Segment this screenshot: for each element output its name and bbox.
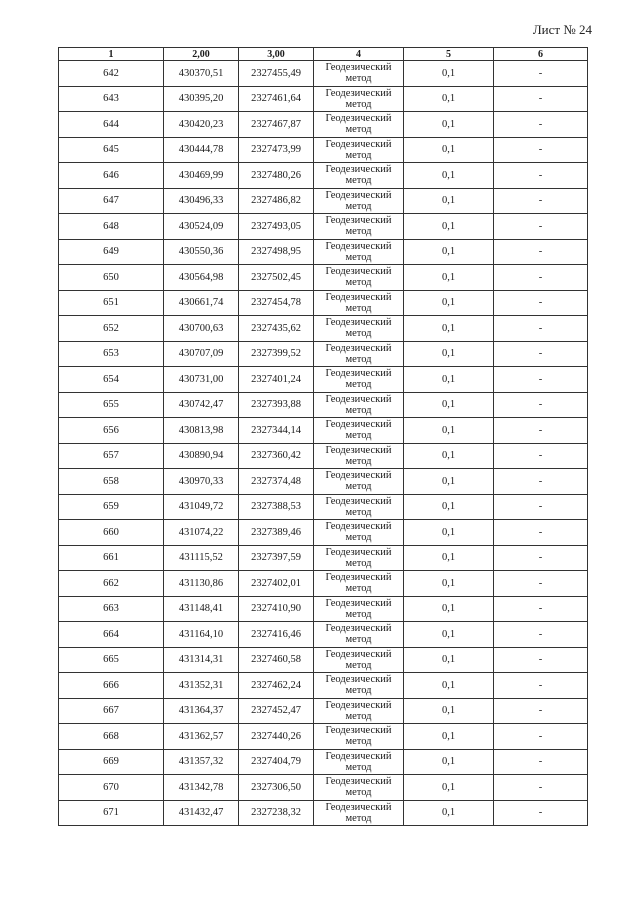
point-number-cell: 648 xyxy=(59,214,164,240)
coordinate-y-cell: 2327454,78 xyxy=(239,290,314,316)
coordinate-y-cell: 2327493,05 xyxy=(239,214,314,240)
sheet-number: Лист № 24 xyxy=(532,22,592,37)
table-row xyxy=(59,724,588,750)
column-header-2: 2,00 xyxy=(164,48,239,61)
accuracy-cell: 0,1 xyxy=(404,520,494,546)
accuracy-cell: 0,1 xyxy=(404,316,494,342)
point-number-cell: 667 xyxy=(59,698,164,724)
note-cell: - xyxy=(494,367,588,393)
column-header-1: 1 xyxy=(59,48,164,61)
table-row xyxy=(59,596,588,622)
coordinate-y-cell: 2327389,46 xyxy=(239,520,314,546)
accuracy-cell: 0,1 xyxy=(404,112,494,138)
coordinate-x-cell: 430707,09 xyxy=(164,341,239,367)
method-cell: Геодезический метод xyxy=(314,698,404,724)
table-row xyxy=(59,316,588,342)
point-number-cell: 651 xyxy=(59,290,164,316)
accuracy-cell: 0,1 xyxy=(404,163,494,189)
header-row xyxy=(59,48,588,61)
method-cell: Геодезический метод xyxy=(314,341,404,367)
coordinate-x-cell: 430524,09 xyxy=(164,214,239,240)
coordinate-x-cell: 430469,99 xyxy=(164,163,239,189)
coordinate-x-cell: 430444,78 xyxy=(164,137,239,163)
method-cell: Геодезический метод xyxy=(314,622,404,648)
point-number-cell: 654 xyxy=(59,367,164,393)
column-header-6: 6 xyxy=(494,48,588,61)
accuracy-cell: 0,1 xyxy=(404,775,494,801)
point-number-cell: 668 xyxy=(59,724,164,750)
coordinate-x-cell: 430970,33 xyxy=(164,469,239,495)
coordinate-y-cell: 2327461,64 xyxy=(239,86,314,112)
table-row xyxy=(59,647,588,673)
method-cell: Геодезический метод xyxy=(314,418,404,444)
coordinate-x-cell: 430395,20 xyxy=(164,86,239,112)
accuracy-cell: 0,1 xyxy=(404,418,494,444)
note-cell: - xyxy=(494,596,588,622)
point-number-cell: 657 xyxy=(59,443,164,469)
method-cell: Геодезический метод xyxy=(314,775,404,801)
point-number-cell: 664 xyxy=(59,622,164,648)
note-cell: - xyxy=(494,673,588,699)
accuracy-cell: 0,1 xyxy=(404,290,494,316)
point-number-cell: 659 xyxy=(59,494,164,520)
accuracy-cell: 0,1 xyxy=(404,137,494,163)
method-cell: Геодезический метод xyxy=(314,749,404,775)
coordinate-x-cell: 430731,00 xyxy=(164,367,239,393)
accuracy-cell: 0,1 xyxy=(404,214,494,240)
accuracy-cell: 0,1 xyxy=(404,698,494,724)
point-number-cell: 656 xyxy=(59,418,164,444)
method-cell: Геодезический метод xyxy=(314,494,404,520)
accuracy-cell: 0,1 xyxy=(404,596,494,622)
table-body xyxy=(59,61,588,826)
coordinate-x-cell: 431362,57 xyxy=(164,724,239,750)
coordinate-y-cell: 2327467,87 xyxy=(239,112,314,138)
accuracy-cell: 0,1 xyxy=(404,494,494,520)
point-number-cell: 666 xyxy=(59,673,164,699)
accuracy-cell: 0,1 xyxy=(404,545,494,571)
table-row xyxy=(59,698,588,724)
coordinate-x-cell: 431357,32 xyxy=(164,749,239,775)
note-cell: - xyxy=(494,494,588,520)
column-header-4: 4 xyxy=(314,48,404,61)
coordinate-x-cell: 431314,31 xyxy=(164,647,239,673)
table-row xyxy=(59,469,588,495)
method-cell: Геодезический метод xyxy=(314,112,404,138)
table-row xyxy=(59,749,588,775)
table-row xyxy=(59,392,588,418)
coordinate-x-cell: 430420,23 xyxy=(164,112,239,138)
accuracy-cell: 0,1 xyxy=(404,749,494,775)
note-cell: - xyxy=(494,571,588,597)
method-cell: Геодезический метод xyxy=(314,443,404,469)
table-row xyxy=(59,163,588,189)
note-cell: - xyxy=(494,188,588,214)
accuracy-cell: 0,1 xyxy=(404,392,494,418)
accuracy-cell: 0,1 xyxy=(404,443,494,469)
method-cell: Геодезический метод xyxy=(314,469,404,495)
coordinate-x-cell: 431130,86 xyxy=(164,571,239,597)
accuracy-cell: 0,1 xyxy=(404,341,494,367)
coordinate-y-cell: 2327502,45 xyxy=(239,265,314,291)
point-number-cell: 652 xyxy=(59,316,164,342)
point-number-cell: 653 xyxy=(59,341,164,367)
coordinate-y-cell: 2327397,59 xyxy=(239,545,314,571)
accuracy-cell: 0,1 xyxy=(404,469,494,495)
note-cell: - xyxy=(494,469,588,495)
table-row xyxy=(59,86,588,112)
method-cell: Геодезический метод xyxy=(314,86,404,112)
point-number-cell: 650 xyxy=(59,265,164,291)
accuracy-cell: 0,1 xyxy=(404,622,494,648)
coordinate-x-cell: 430496,33 xyxy=(164,188,239,214)
note-cell: - xyxy=(494,341,588,367)
note-cell: - xyxy=(494,239,588,265)
coordinate-y-cell: 2327306,50 xyxy=(239,775,314,801)
note-cell: - xyxy=(494,392,588,418)
table-row xyxy=(59,494,588,520)
note-cell: - xyxy=(494,112,588,138)
coordinate-y-cell: 2327486,82 xyxy=(239,188,314,214)
point-number-cell: 643 xyxy=(59,86,164,112)
coordinate-y-cell: 2327404,79 xyxy=(239,749,314,775)
table-row xyxy=(59,571,588,597)
table-row xyxy=(59,290,588,316)
column-header-3: 3,00 xyxy=(239,48,314,61)
note-cell: - xyxy=(494,800,588,826)
point-number-cell: 647 xyxy=(59,188,164,214)
table-row xyxy=(59,418,588,444)
point-number-cell: 665 xyxy=(59,647,164,673)
point-number-cell: 661 xyxy=(59,545,164,571)
coordinate-x-cell: 431115,52 xyxy=(164,545,239,571)
coordinate-x-cell: 431074,22 xyxy=(164,520,239,546)
coordinate-x-cell: 431164,10 xyxy=(164,622,239,648)
point-number-cell: 642 xyxy=(59,61,164,87)
table-row xyxy=(59,367,588,393)
coordinate-x-cell: 430700,63 xyxy=(164,316,239,342)
method-cell: Геодезический метод xyxy=(314,571,404,597)
table-row xyxy=(59,112,588,138)
accuracy-cell: 0,1 xyxy=(404,724,494,750)
method-cell: Геодезический метод xyxy=(314,724,404,750)
point-number-cell: 660 xyxy=(59,520,164,546)
coordinate-y-cell: 2327440,26 xyxy=(239,724,314,750)
note-cell: - xyxy=(494,647,588,673)
table-row xyxy=(59,61,588,87)
coordinate-x-cell: 430742,47 xyxy=(164,392,239,418)
coordinate-y-cell: 2327452,47 xyxy=(239,698,314,724)
note-cell: - xyxy=(494,214,588,240)
note-cell: - xyxy=(494,61,588,87)
accuracy-cell: 0,1 xyxy=(404,571,494,597)
accuracy-cell: 0,1 xyxy=(404,265,494,291)
coordinate-x-cell: 430370,51 xyxy=(164,61,239,87)
coordinate-x-cell: 430813,98 xyxy=(164,418,239,444)
table-row xyxy=(59,239,588,265)
coordinate-y-cell: 2327498,95 xyxy=(239,239,314,265)
note-cell: - xyxy=(494,520,588,546)
table-row xyxy=(59,520,588,546)
coordinate-y-cell: 2327480,26 xyxy=(239,163,314,189)
coordinate-y-cell: 2327393,88 xyxy=(239,392,314,418)
coordinate-x-cell: 431148,41 xyxy=(164,596,239,622)
coordinate-x-cell: 430564,98 xyxy=(164,265,239,291)
note-cell: - xyxy=(494,724,588,750)
note-cell: - xyxy=(494,137,588,163)
note-cell: - xyxy=(494,86,588,112)
accuracy-cell: 0,1 xyxy=(404,673,494,699)
coordinate-y-cell: 2327360,42 xyxy=(239,443,314,469)
note-cell: - xyxy=(494,749,588,775)
coordinate-x-cell: 430550,36 xyxy=(164,239,239,265)
method-cell: Геодезический метод xyxy=(314,239,404,265)
coordinate-y-cell: 2327460,58 xyxy=(239,647,314,673)
method-cell: Геодезический метод xyxy=(314,163,404,189)
method-cell: Геодезический метод xyxy=(314,214,404,240)
coordinate-y-cell: 2327344,14 xyxy=(239,418,314,444)
note-cell: - xyxy=(494,622,588,648)
point-number-cell: 663 xyxy=(59,596,164,622)
method-cell: Геодезический метод xyxy=(314,137,404,163)
method-cell: Геодезический метод xyxy=(314,316,404,342)
point-number-cell: 669 xyxy=(59,749,164,775)
table-row xyxy=(59,673,588,699)
method-cell: Геодезический метод xyxy=(314,673,404,699)
method-cell: Геодезический метод xyxy=(314,647,404,673)
table-row xyxy=(59,137,588,163)
method-cell: Геодезический метод xyxy=(314,265,404,291)
table-row xyxy=(59,214,588,240)
method-cell: Геодезический метод xyxy=(314,596,404,622)
note-cell: - xyxy=(494,698,588,724)
point-number-cell: 658 xyxy=(59,469,164,495)
note-cell: - xyxy=(494,265,588,291)
table-row xyxy=(59,775,588,801)
point-number-cell: 655 xyxy=(59,392,164,418)
method-cell: Геодезический метод xyxy=(314,392,404,418)
note-cell: - xyxy=(494,290,588,316)
accuracy-cell: 0,1 xyxy=(404,61,494,87)
table-row xyxy=(59,265,588,291)
coordinate-y-cell: 2327238,32 xyxy=(239,800,314,826)
method-cell: Геодезический метод xyxy=(314,520,404,546)
point-number-cell: 671 xyxy=(59,800,164,826)
method-cell: Геодезический метод xyxy=(314,61,404,87)
coordinate-y-cell: 2327401,24 xyxy=(239,367,314,393)
point-number-cell: 662 xyxy=(59,571,164,597)
coordinate-x-cell: 430661,74 xyxy=(164,290,239,316)
accuracy-cell: 0,1 xyxy=(404,188,494,214)
column-header-5: 5 xyxy=(404,48,494,61)
coordinate-y-cell: 2327388,53 xyxy=(239,494,314,520)
coordinate-y-cell: 2327374,48 xyxy=(239,469,314,495)
coordinate-x-cell: 431352,31 xyxy=(164,673,239,699)
point-number-cell: 649 xyxy=(59,239,164,265)
coordinate-y-cell: 2327410,90 xyxy=(239,596,314,622)
note-cell: - xyxy=(494,545,588,571)
coordinate-y-cell: 2327416,46 xyxy=(239,622,314,648)
point-number-cell: 646 xyxy=(59,163,164,189)
coordinate-y-cell: 2327455,49 xyxy=(239,61,314,87)
accuracy-cell: 0,1 xyxy=(404,800,494,826)
coordinates-table xyxy=(58,47,588,826)
method-cell: Геодезический метод xyxy=(314,188,404,214)
method-cell: Геодезический метод xyxy=(314,545,404,571)
table-row xyxy=(59,622,588,648)
note-cell: - xyxy=(494,163,588,189)
note-cell: - xyxy=(494,316,588,342)
note-cell: - xyxy=(494,775,588,801)
accuracy-cell: 0,1 xyxy=(404,647,494,673)
point-number-cell: 644 xyxy=(59,112,164,138)
coordinate-y-cell: 2327462,24 xyxy=(239,673,314,699)
coordinate-x-cell: 431342,78 xyxy=(164,775,239,801)
table-row xyxy=(59,188,588,214)
coordinate-y-cell: 2327399,52 xyxy=(239,341,314,367)
point-number-cell: 670 xyxy=(59,775,164,801)
note-cell: - xyxy=(494,418,588,444)
method-cell: Геодезический метод xyxy=(314,367,404,393)
table-row xyxy=(59,545,588,571)
accuracy-cell: 0,1 xyxy=(404,239,494,265)
method-cell: Геодезический метод xyxy=(314,800,404,826)
table-row xyxy=(59,341,588,367)
coordinate-x-cell: 431364,37 xyxy=(164,698,239,724)
coordinate-y-cell: 2327402,01 xyxy=(239,571,314,597)
coordinate-x-cell: 430890,94 xyxy=(164,443,239,469)
point-number-cell: 645 xyxy=(59,137,164,163)
coordinate-x-cell: 431432,47 xyxy=(164,800,239,826)
table-row xyxy=(59,800,588,826)
accuracy-cell: 0,1 xyxy=(404,367,494,393)
note-cell: - xyxy=(494,443,588,469)
coordinate-y-cell: 2327435,62 xyxy=(239,316,314,342)
table-row xyxy=(59,443,588,469)
coordinate-x-cell: 431049,72 xyxy=(164,494,239,520)
method-cell: Геодезический метод xyxy=(314,290,404,316)
coordinate-y-cell: 2327473,99 xyxy=(239,137,314,163)
accuracy-cell: 0,1 xyxy=(404,86,494,112)
